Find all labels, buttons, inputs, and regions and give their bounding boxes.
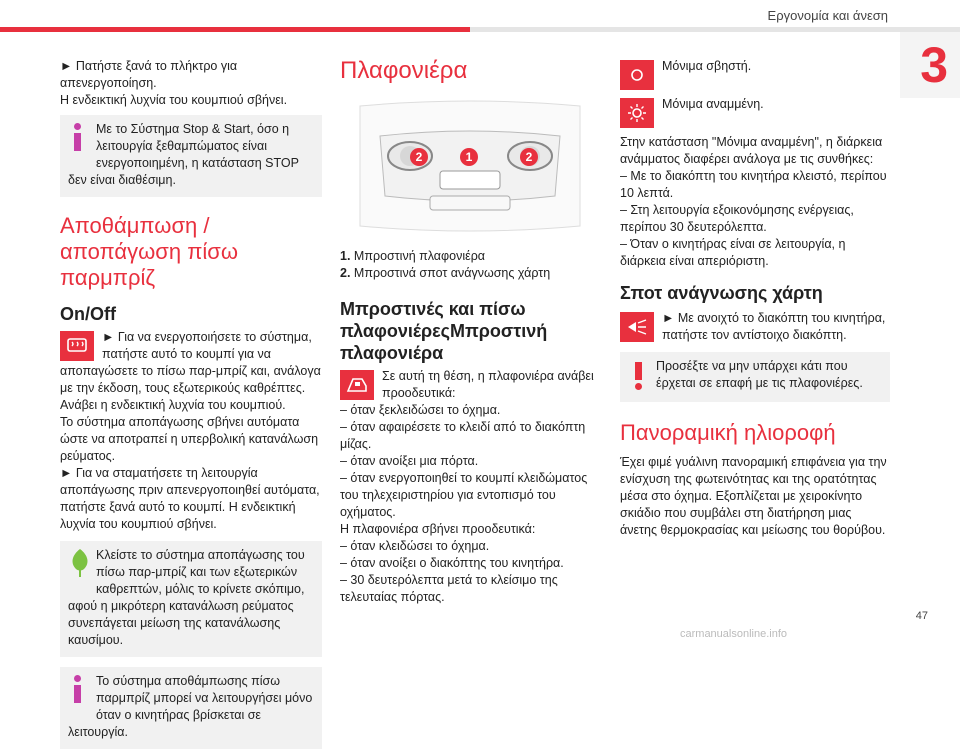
subheading-lamps: Μπροστινές και πίσω πλαφονιέρεςΜπροστινή πλαφονιέρα bbox=[340, 299, 548, 363]
chapter-number: 3 bbox=[920, 37, 948, 93]
info-note-2-text: Το σύστημα αποθάμπωσης πίσω παρμπρίζ μπορεί να λειτουργήσει μόνο όταν ο κινητήρας βρίσκεται σε λειτουργία. bbox=[68, 674, 313, 739]
subheading-map-light: Σποτ ανάγνωσης χάρτη bbox=[620, 283, 823, 303]
info-icon bbox=[68, 673, 90, 709]
map-light-row bbox=[620, 310, 890, 344]
badge-1: 1 bbox=[460, 148, 478, 166]
list1-item-1: – όταν ξεκλειδώσει το όχημα. bbox=[340, 403, 501, 417]
section-heading-sunroof: Πανοραμική ηλιοροφή bbox=[620, 420, 836, 445]
door-lamp-icon bbox=[340, 370, 374, 400]
column-3 bbox=[620, 58, 890, 539]
badge-2-right: 2 bbox=[520, 148, 538, 166]
section-heading-courtesy-lamp: Πλαφονιέρα bbox=[340, 57, 468, 84]
rear-defrost-icon bbox=[60, 331, 94, 361]
duration-item-3: – Όταν ο κινητήρας είναι σε λειτουργία, η διάρκεια είναι απεριόριστη. bbox=[620, 237, 846, 268]
info-icon bbox=[68, 121, 90, 157]
page-number: 47 bbox=[915, 610, 928, 622]
defrost-text-3: ► Για να σταματήσετε τη λειτουργία αποπάγωσης πριν απενεργοποιηθεί αυτόματα, πατήστε ξανά αυτό το κουμπί. Η ενδεικτική λυχνία του κουμπιού σβήνει. bbox=[60, 466, 320, 531]
list2-item-1: – όταν κλειδώσει το όχημα. bbox=[340, 539, 490, 553]
section-heading-defrost: Αποθάμπωση / αποπάγωση πίσω παρμπρίζ bbox=[60, 213, 239, 290]
list1-item-2: – όταν αφαιρέσετε το κλειδί από το διακόπτη μίζας. bbox=[340, 420, 586, 451]
list1-item-3: – όταν ανοίξει μια πόρτα. bbox=[340, 454, 479, 468]
duration-text: Στην κατάσταση "Μόνιμα αναμμένη", η διάρκεια ανάμματος διαφέρει ανάλογα με τις συνθήκες: bbox=[620, 135, 883, 166]
list2-item-2: – όταν ανοίξει ο διακόπτης του κινητήρα. bbox=[340, 556, 564, 570]
door-icon-paragraph bbox=[340, 368, 602, 402]
courtesy-lamp-diagram bbox=[350, 96, 590, 236]
sunroof-text: Έχει φιμέ γυάλινη πανοραμική επιφάνεια για την ενίσχυση της φωτεινότητας και της ορατότητας μέσα στο όχημα. Εξοπλίζεται με χειροκίνητο σκιάδιο που συμβάλει στη διατήρηση μιας άνετης θερμοκρασίας και μείωσης του θορύβου. bbox=[620, 455, 887, 537]
warning-note bbox=[620, 352, 890, 402]
defrost-text-2: Το σύστημα αποπάγωσης σβήνει αυτόματα ώστε να αποτραπεί η υπερβολική κατανάλωση ρεύματος. bbox=[60, 415, 319, 463]
lamp-illustration bbox=[350, 96, 590, 236]
eco-leaf-icon bbox=[68, 547, 90, 583]
legend-item-1: 1. Μπροστινή πλαφονιέρα bbox=[340, 249, 486, 263]
map-light-icon bbox=[620, 312, 654, 342]
intro-line-2: Η ενδεικτική λυχνία του κουμπιού σβήνει. bbox=[60, 93, 288, 107]
info-note-text: Με το Σύστημα Stop & Start, όσο η λειτουργία ξεθαμπώματος είναι ενεργοποιημένη, η κατάσταση STOP δεν είναι διαθέσιμη. bbox=[68, 122, 299, 187]
info-note-2 bbox=[60, 667, 322, 749]
intro-line-1: ► Πατήστε ξανά το πλήκτρο για απενεργοποίηση. bbox=[60, 59, 238, 90]
list2-item-3: – 30 δευτερόλεπτα μετά το κλείσιμο της τελευταίας πόρτας. bbox=[340, 573, 558, 604]
column-2 bbox=[340, 58, 602, 606]
legend-item-2: 2. Μπροστινά σποτ ανάγνωσης χάρτη bbox=[340, 266, 551, 280]
map-light-text: ► Με ανοιχτό το διακόπτη του κινητήρα, πατήστε τον αντίστοιχο διακόπτη. bbox=[662, 311, 886, 342]
defrost-text-1: ► Για να ενεργοποιήσετε το σύστημα, πατήστε αυτό το κουμπί για να αποπαγώσετε το πίσω παρ-μπρίζ και, ανάλογα με την έκδοση, τους εξωτερικούς καθρέπτες. Ανάβει η ενδεικτική λυχνία του κουμπιού. bbox=[60, 330, 321, 412]
list1-item-4: – όταν ενεργοποιηθεί το κουμπί κλειδώματος του τηλεχειριστηρίου για εντοπισμό του οχήματος. bbox=[340, 471, 588, 519]
chapter-title: Εργονομία και άνεση bbox=[767, 8, 888, 23]
lamp-text-1: Σε αυτή τη θέση, η πλαφονιέρα ανάβει προοδευτικά: bbox=[382, 369, 594, 400]
warning-note-text: Προσέξτε να μην υπάρχει κάτι που έρχεται σε επαφή με τις πλαφονιέρες. bbox=[656, 359, 863, 390]
lamp-off-row bbox=[620, 58, 890, 92]
lamp-on-text: Μόνιμα αναμμένη. bbox=[662, 97, 764, 111]
lamp-text-2: Η πλαφονιέρα σβήνει προοδευτικά: bbox=[340, 522, 536, 536]
duration-item-1: – Με το διακόπτη του κινητήρα κλειστό, περίπου 10 λεπτά. bbox=[620, 169, 887, 200]
info-note bbox=[60, 115, 322, 197]
lamp-off-icon bbox=[620, 60, 654, 90]
lamp-on-row bbox=[620, 96, 890, 130]
eco-note-text: Κλείστε το σύστημα αποπάγωσης του πίσω παρ-μπρίζ και των εξωτερικών καθρεπτών, μόλις το κρίνετε σκόπιμο, αφού η μικρότερη κατανάλωση ρεύματος συνεπάγεται μείωση της κατανάλωσης καυσίμου. bbox=[68, 548, 305, 647]
warning-icon bbox=[628, 358, 650, 394]
column-1 bbox=[60, 58, 322, 755]
duration-item-2: – Στη λειτουργία εξοικονόμησης ενέργειας, περίπου 30 δευτερόλεπτα. bbox=[620, 203, 854, 234]
lamp-off-text: Μόνιμα σβηστή. bbox=[662, 59, 752, 73]
defrost-paragraph bbox=[60, 329, 322, 414]
watermark: carmanualsonline.info bbox=[680, 628, 788, 640]
subheading-onoff: On/Off bbox=[60, 304, 116, 324]
lamp-on-icon bbox=[620, 98, 654, 128]
header-accent-rule bbox=[0, 27, 470, 32]
badge-2-left: 2 bbox=[410, 148, 428, 166]
